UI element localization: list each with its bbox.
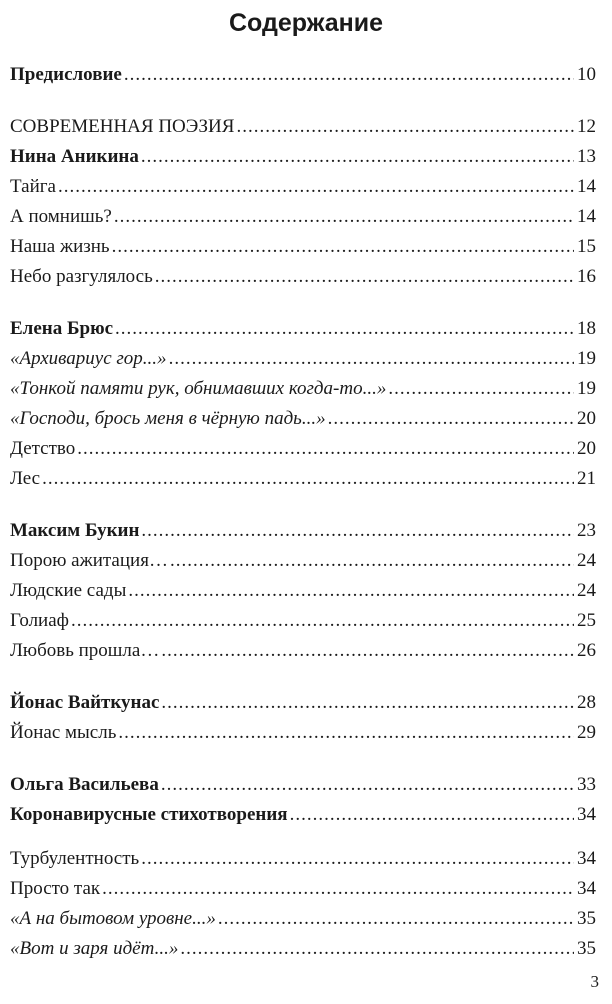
dot-leader: [77, 434, 574, 464]
toc-entry-title: Коронавирусные стихотворения: [10, 804, 288, 825]
toc-entry: [10, 576, 596, 606]
toc-entry-title: СОВРЕМЕННАЯ ПОЭЗИЯ: [10, 116, 235, 137]
dot-leader: [102, 874, 574, 904]
toc-entry: [10, 112, 596, 142]
section-gap: [10, 830, 596, 844]
toc-entry-title: Голиаф: [10, 610, 69, 631]
toc-entry: [10, 636, 596, 666]
toc-entry-page: 34: [577, 804, 596, 825]
toc-entry-title: Порою ажитация…: [10, 550, 168, 571]
toc-entry-title: Йонас мысль: [10, 722, 117, 743]
dot-leader: [118, 718, 574, 748]
toc-entry-title: Любовь прошла…: [10, 640, 160, 661]
toc-entry-page: 10: [577, 64, 596, 85]
toc-entry: [10, 688, 596, 718]
toc-entry-title: Нина Аникина: [10, 146, 139, 167]
dot-leader: [218, 904, 574, 934]
toc-entry-page: 28: [577, 692, 596, 713]
toc-entry-page: 24: [577, 550, 596, 571]
section-gap: [10, 292, 596, 314]
toc-entry-page: 20: [577, 438, 596, 459]
toc-entry: [10, 172, 596, 202]
toc-entry-page: 18: [577, 318, 596, 339]
toc-entry: [10, 800, 596, 830]
dot-leader: [112, 232, 574, 262]
dot-leader: [128, 576, 574, 606]
toc-entry: [10, 770, 596, 800]
toc-entry-title: Максим Букин: [10, 520, 140, 541]
toc-entry: [10, 434, 596, 464]
dot-leader: [161, 688, 574, 718]
dot-leader: [141, 516, 574, 546]
toc-entry-title: Йонас Вайткунас: [10, 692, 160, 713]
section-gap: [10, 666, 596, 688]
dot-leader: [290, 800, 574, 830]
dot-leader: [71, 606, 574, 636]
dot-leader: [141, 142, 574, 172]
toc-entry-page: 35: [577, 938, 596, 959]
toc-entry: [10, 516, 596, 546]
dot-leader: [328, 404, 574, 434]
dot-leader: [170, 546, 574, 576]
section-gap: [10, 90, 596, 112]
toc-entry-page: 29: [577, 722, 596, 743]
toc-entry: [10, 142, 596, 172]
toc-entry-page: 13: [577, 146, 596, 167]
dot-leader: [115, 314, 574, 344]
toc-entry-title: Просто так: [10, 878, 101, 899]
dot-leader: [42, 464, 574, 494]
dot-leader: [124, 60, 574, 90]
toc-entry-title: Наша жизнь: [10, 236, 110, 257]
toc-entry-page: 19: [577, 348, 596, 369]
toc-entry-title: «Вот и заря идёт...»: [10, 938, 179, 959]
toc-entry-title: Тайга: [10, 176, 56, 197]
toc-entry-page: 21: [577, 468, 596, 489]
page-title: Содержание: [228, 9, 384, 37]
toc-entry-title: «Архивариус гор...»: [10, 348, 167, 369]
toc-entry: [10, 374, 596, 404]
toc-entry: [10, 718, 596, 748]
dot-leader: [169, 344, 574, 374]
dot-leader: [388, 374, 574, 404]
dot-leader: [180, 934, 574, 964]
toc-entry: [10, 546, 596, 576]
toc-entry-page: 14: [577, 176, 596, 197]
toc-entry-title: Небо разгулялось: [10, 266, 153, 287]
toc-entry-page: 23: [577, 520, 596, 541]
toc-entry: [10, 404, 596, 434]
toc-entry: [10, 202, 596, 232]
toc-entry-page: 33: [577, 774, 596, 795]
toc-entry-page: 24: [577, 580, 596, 601]
toc-entry-title: «А на бытовом уровне...»: [10, 908, 216, 929]
toc-entry-page: 19: [577, 378, 596, 399]
toc-entry-page: 25: [577, 610, 596, 631]
dot-leader: [58, 172, 574, 202]
toc-entry-page: 20: [577, 408, 596, 429]
toc-entry: [10, 874, 596, 904]
section-gap: [10, 748, 596, 770]
dot-leader: [161, 770, 574, 800]
toc-entry: [10, 232, 596, 262]
toc-entry-title: Турбулентность: [10, 848, 140, 869]
toc-entry-title: Елена Брюс: [10, 318, 114, 339]
toc-entry-page: 34: [577, 878, 596, 899]
toc-entry-page: 26: [577, 640, 596, 661]
toc-entry-page: 12: [577, 116, 596, 137]
toc-entry: [10, 904, 596, 934]
dot-leader: [155, 262, 574, 292]
toc-entry: [10, 606, 596, 636]
toc-entry-title: А помнишь?: [10, 206, 112, 227]
toc-entry-title: Детство: [10, 438, 76, 459]
toc-entry-page: 34: [577, 848, 596, 869]
dot-leader: [236, 112, 574, 142]
dot-leader: [114, 202, 574, 232]
dot-leader: [161, 636, 574, 666]
toc-entry-page: 35: [577, 908, 596, 929]
table-of-contents: [10, 60, 596, 964]
toc-entry-title: «Господи, брось меня в чёрную падь...»: [10, 408, 326, 429]
toc-entry-title: Ольга Васильева: [10, 774, 159, 795]
toc-entry-title: Предисловие: [10, 64, 122, 85]
toc-entry: [10, 934, 596, 964]
toc-entry-page: 15: [577, 236, 596, 257]
dot-leader: [141, 844, 574, 874]
toc-entry-title: Лес: [10, 468, 41, 489]
toc-entry: [10, 60, 596, 90]
toc-entry-title: Людские сады: [10, 580, 127, 601]
toc-entry: [10, 464, 596, 494]
toc-entry-page: 14: [577, 206, 596, 227]
toc-entry: [10, 262, 596, 292]
page-number: 3: [590, 972, 599, 991]
toc-entry-title: «Тонкой памяти рук, обнимавших когда-то...»: [10, 378, 387, 399]
toc-entry: [10, 344, 596, 374]
section-gap: [10, 494, 596, 516]
toc-entry: [10, 314, 596, 344]
toc-entry-page: 16: [577, 266, 596, 287]
toc-entry: [10, 844, 596, 874]
